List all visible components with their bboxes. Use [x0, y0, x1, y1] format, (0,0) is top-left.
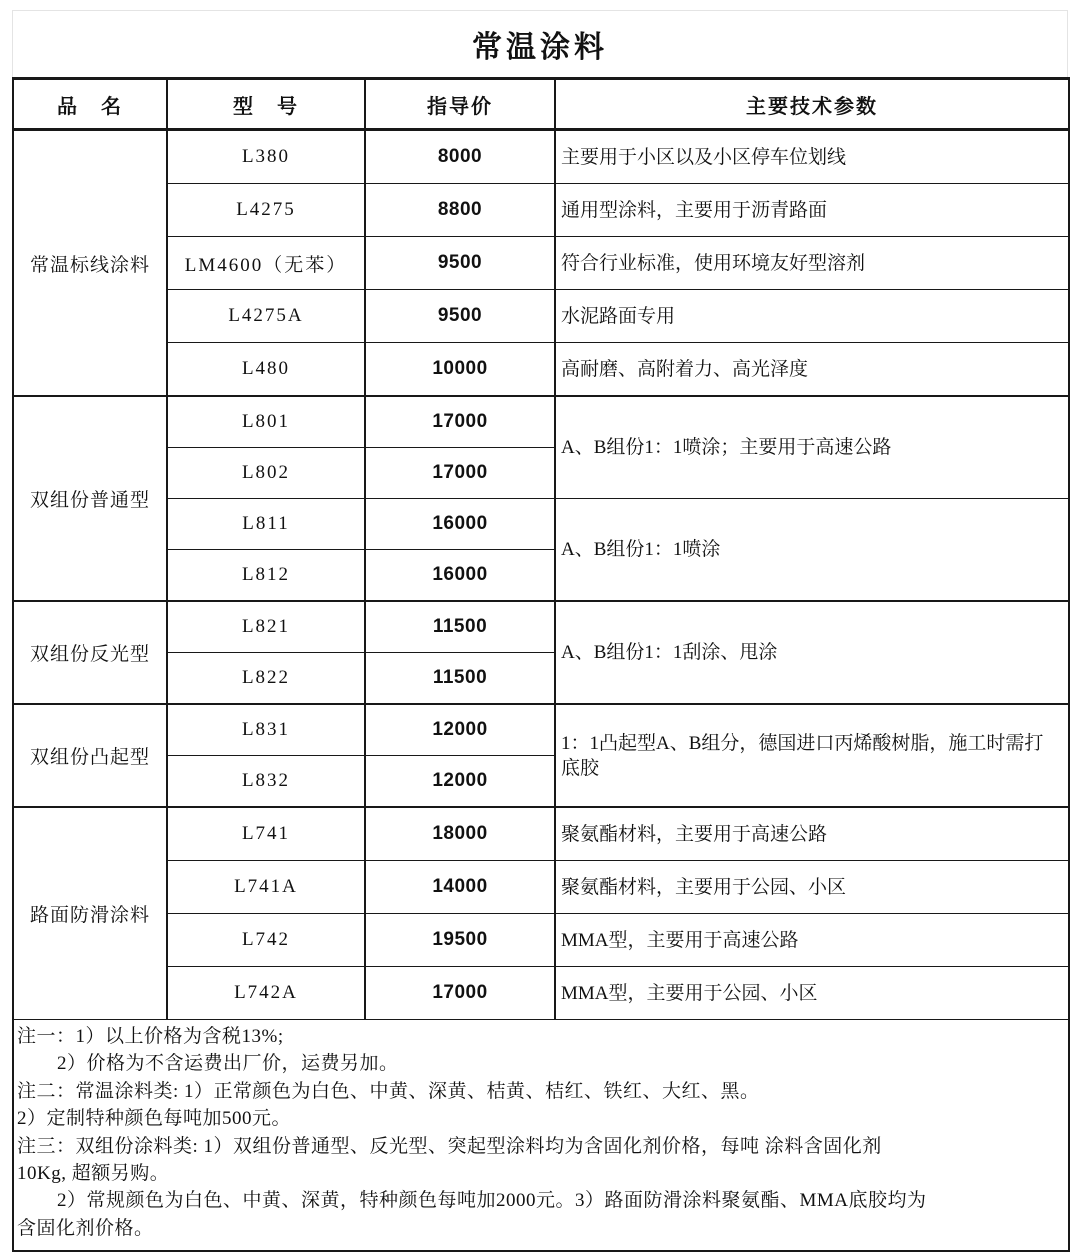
model-cell: L742 [167, 914, 365, 967]
table-row [13, 499, 1069, 550]
param-cell: 主要用于小区以及小区停车位划线 [555, 130, 1069, 184]
note-line: 2）定制特种颜色每吨加500元。 [17, 1108, 292, 1130]
param-cell: 符合行业标准，使用环境友好型溶剂 [555, 237, 1069, 290]
price-cell: 8800 [365, 184, 555, 237]
table-row [13, 396, 1069, 448]
table-header-row [13, 79, 1069, 130]
param-cell: 通用型涂料，主要用于沥青路面 [555, 184, 1069, 237]
model-cell: L802 [167, 448, 365, 499]
table-row [13, 914, 1069, 967]
note-line: 含固化剂价格。 [17, 1217, 154, 1239]
table-row [13, 601, 1069, 653]
page-title: 常温涂料 [12, 10, 1068, 77]
table-row [13, 130, 1069, 184]
category-cell: 双组份凸起型 [13, 704, 167, 807]
price-cell: 11500 [365, 653, 555, 705]
price-cell: 12000 [365, 756, 555, 808]
table-row [13, 861, 1069, 914]
model-cell: L811 [167, 499, 365, 550]
column-header-price: 指导价 [365, 79, 555, 130]
price-cell: 17000 [365, 448, 555, 499]
param-cell: MMA型，主要用于公园、小区 [555, 967, 1069, 1020]
price-cell: 14000 [365, 861, 555, 914]
table-row [13, 967, 1069, 1020]
price-cell: 17000 [365, 396, 555, 448]
note-line: 2）价格为不含运费出厂价，运费另加。 [57, 1053, 399, 1075]
price-cell: 10000 [365, 343, 555, 397]
model-cell: L4275 [167, 184, 365, 237]
column-header-params: 主要技术参数 [555, 79, 1069, 130]
model-cell: LM4600（无苯） [167, 237, 365, 290]
model-cell: L742A [167, 967, 365, 1020]
model-cell: L832 [167, 756, 365, 808]
column-header-model: 型 号 [167, 79, 365, 130]
price-cell: 19500 [365, 914, 555, 967]
table-row [13, 704, 1069, 756]
note-line: 注三：双组份涂料类: 1）双组份普通型、反光型、突起型涂料均为含固化剂价格，每吨 涂料含固化剂 [17, 1135, 882, 1157]
model-cell: L801 [167, 396, 365, 448]
param-cell: 1：1凸起型A、B组分，德国进口丙烯酸树脂，施工时需打底胶 [555, 704, 1069, 807]
table-row [13, 807, 1069, 861]
model-cell: L380 [167, 130, 365, 184]
table-row [13, 290, 1069, 343]
table-row [13, 184, 1069, 237]
price-cell: 18000 [365, 807, 555, 861]
document-page [12, 10, 1068, 1252]
model-cell: L831 [167, 704, 365, 756]
price-cell: 12000 [365, 704, 555, 756]
model-cell: L741 [167, 807, 365, 861]
param-cell: 聚氨酯材料，主要用于公园、小区 [555, 861, 1069, 914]
param-cell: 聚氨酯材料，主要用于高速公路 [555, 807, 1069, 861]
param-cell: 高耐磨、高附着力、高光泽度 [555, 343, 1069, 397]
notes-section [13, 1020, 1069, 1252]
price-cell: 9500 [365, 237, 555, 290]
model-cell: L822 [167, 653, 365, 705]
column-header-product: 品 名 [13, 79, 167, 130]
category-cell: 常温标线涂料 [13, 130, 167, 397]
param-cell: A、B组份1：1喷涂；主要用于高速公路 [555, 396, 1069, 499]
model-cell: L741A [167, 861, 365, 914]
table-row [13, 343, 1069, 397]
price-cell: 8000 [365, 130, 555, 184]
param-cell: 水泥路面专用 [555, 290, 1069, 343]
price-cell: 11500 [365, 601, 555, 653]
table-row [13, 237, 1069, 290]
notes-row [13, 1020, 1069, 1252]
price-cell: 17000 [365, 967, 555, 1020]
price-cell: 9500 [365, 290, 555, 343]
note-line: 10Kg, 超额另购。 [17, 1163, 170, 1185]
note-line: 注一：1）以上价格为含税13%; [17, 1026, 284, 1047]
note-line: 注二：常温涂料类: 1）正常颜色为白色、中黄、深黄、桔黄、桔红、铁红、大红、黑。 [17, 1080, 760, 1102]
param-cell: A、B组份1：1刮涂、甩涂 [555, 601, 1069, 704]
category-cell: 双组份普通型 [13, 396, 167, 601]
category-cell: 路面防滑涂料 [13, 807, 167, 1020]
price-cell: 16000 [365, 499, 555, 550]
model-cell: L812 [167, 550, 365, 602]
price-cell: 16000 [365, 550, 555, 602]
model-cell: L480 [167, 343, 365, 397]
model-cell: L4275A [167, 290, 365, 343]
param-cell: MMA型，主要用于高速公路 [555, 914, 1069, 967]
price-table [12, 77, 1070, 1252]
note-line: 2）常规颜色为白色、中黄、深黄，特种颜色每吨加2000元。3）路面防滑涂料聚氨酯、MMA底胶均为 [57, 1190, 927, 1212]
category-cell: 双组份反光型 [13, 601, 167, 704]
param-cell: A、B组份1：1喷涂 [555, 499, 1069, 602]
model-cell: L821 [167, 601, 365, 653]
